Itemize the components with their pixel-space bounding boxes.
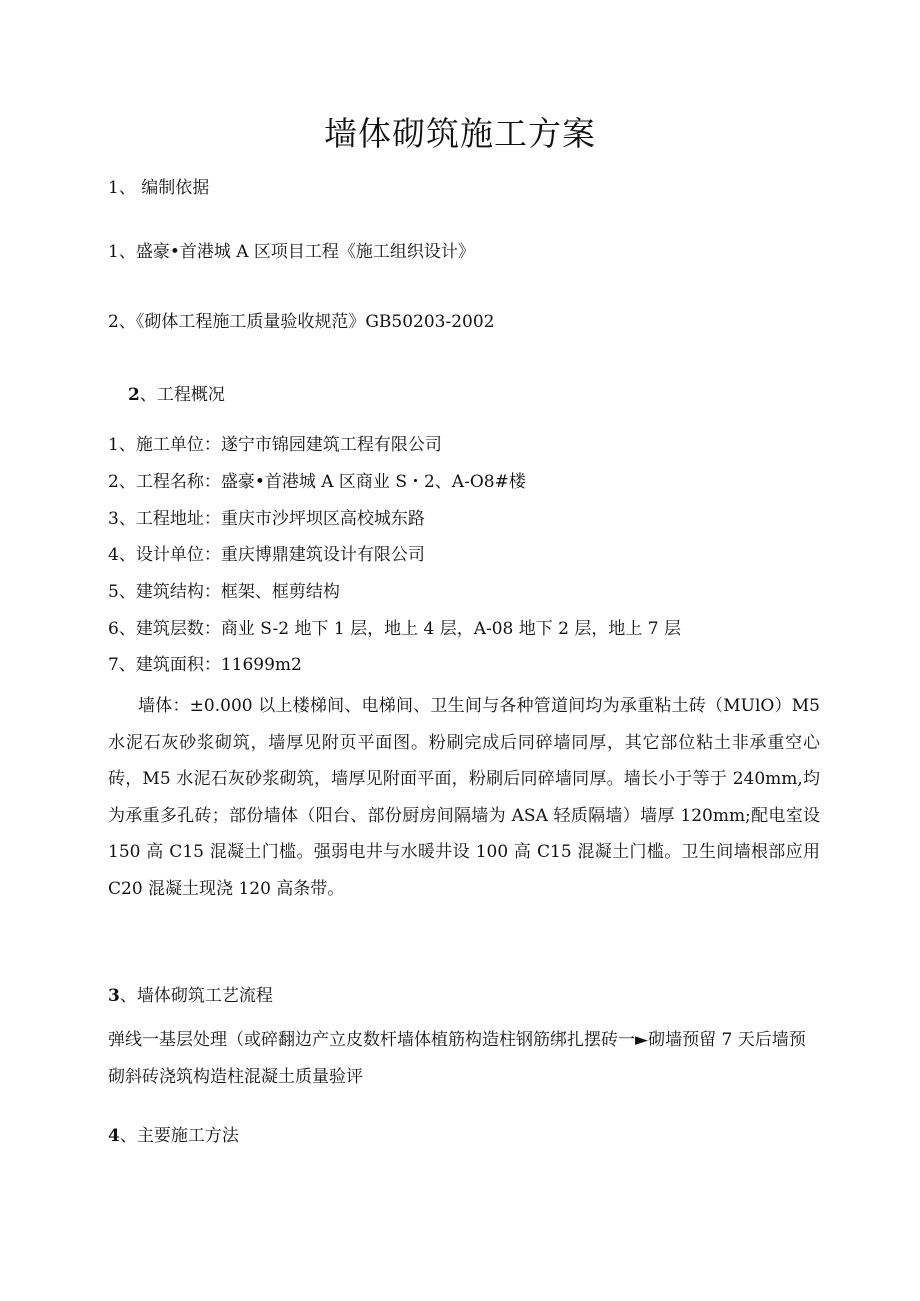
section-3-heading-number: 3 bbox=[108, 986, 120, 1006]
overview-item-3: 3、工程地址：重庆市沙坪坝区高校城东路 bbox=[108, 509, 425, 529]
section-4-heading bbox=[108, 1124, 239, 1148]
overview-item-2: 2、工程名称：盛豪•首港城 A 区商业 S・2、A-O8#楼 bbox=[108, 472, 526, 492]
section-3-heading-text: 、墙体砌筑工艺流程 bbox=[119, 986, 273, 1006]
section-3-heading bbox=[108, 984, 273, 1008]
section-2-heading-number: 2 bbox=[128, 385, 140, 405]
section-4-heading-number: 4 bbox=[108, 1126, 120, 1146]
overview-item-6: 6、建筑层数：商业 S-2 地下 1 层，地上 4 层，A-08 地下 2 层，地上 7 层 bbox=[108, 619, 682, 639]
section-1-item-1: 1、盛豪•首港城 A 区项目工程《施工组织设计》 bbox=[108, 242, 475, 262]
section-2-heading bbox=[128, 383, 225, 407]
section-2-heading-text: 、工程概况 bbox=[139, 385, 225, 405]
overview-item-7: 7、建筑面积：11699m2 bbox=[108, 655, 302, 675]
page-title: 墙体砌筑施工方案 bbox=[324, 114, 596, 153]
section-1-item-2: 2、《砌体工程施工质量验收规范》GB50203-2002 bbox=[108, 312, 495, 332]
overview-item-1: 1、施工单位：遂宁市锦园建筑工程有限公司 bbox=[108, 435, 442, 455]
overview-item-5: 5、建筑结构：框架、框剪结构 bbox=[108, 582, 340, 602]
overview-item-4: 4、设计单位：重庆博鼎建筑设计有限公司 bbox=[108, 545, 425, 565]
section-4-heading-text: 、主要施工方法 bbox=[119, 1126, 239, 1146]
process-flow-text: 弹线一基层处理（或碎翻边产立皮数杆墙体植筋构造柱钢筋绑扎摆砖一►砌墙预留 7 天后墙预砌斜砖浇筑构造柱混凝土质量验评 bbox=[108, 1030, 806, 1087]
section-1-heading: 1、 编制依据 bbox=[108, 178, 210, 198]
wall-description-paragraph: 墙体：±0.000 以上楼梯间、电梯间、卫生间与各种管道间均为承重粘土砖（MUlO）M5 水泥石灰砂浆砌筑，墙厚见附页平面图。粉刷完成后同碎墙同厚，其它部位粘土非承重空心砖，M5 水泥石灰砂浆砌筑，墙厚见附面平面，粉刷后同碎墙同厚。墙长小于等于 240mm,均为承重多孔砖；部份墙体（阳台、部份厨房间隔墙为 ASA 轻质隔墙）墙厚 120mm;配电室设 150 高 C15 混凝土门槛。强弱电井与水暖井设 100 高 C15 混凝土门槛。卫生间墙根部应用 C20 混凝土现浇 120 高条带。 bbox=[108, 696, 820, 899]
